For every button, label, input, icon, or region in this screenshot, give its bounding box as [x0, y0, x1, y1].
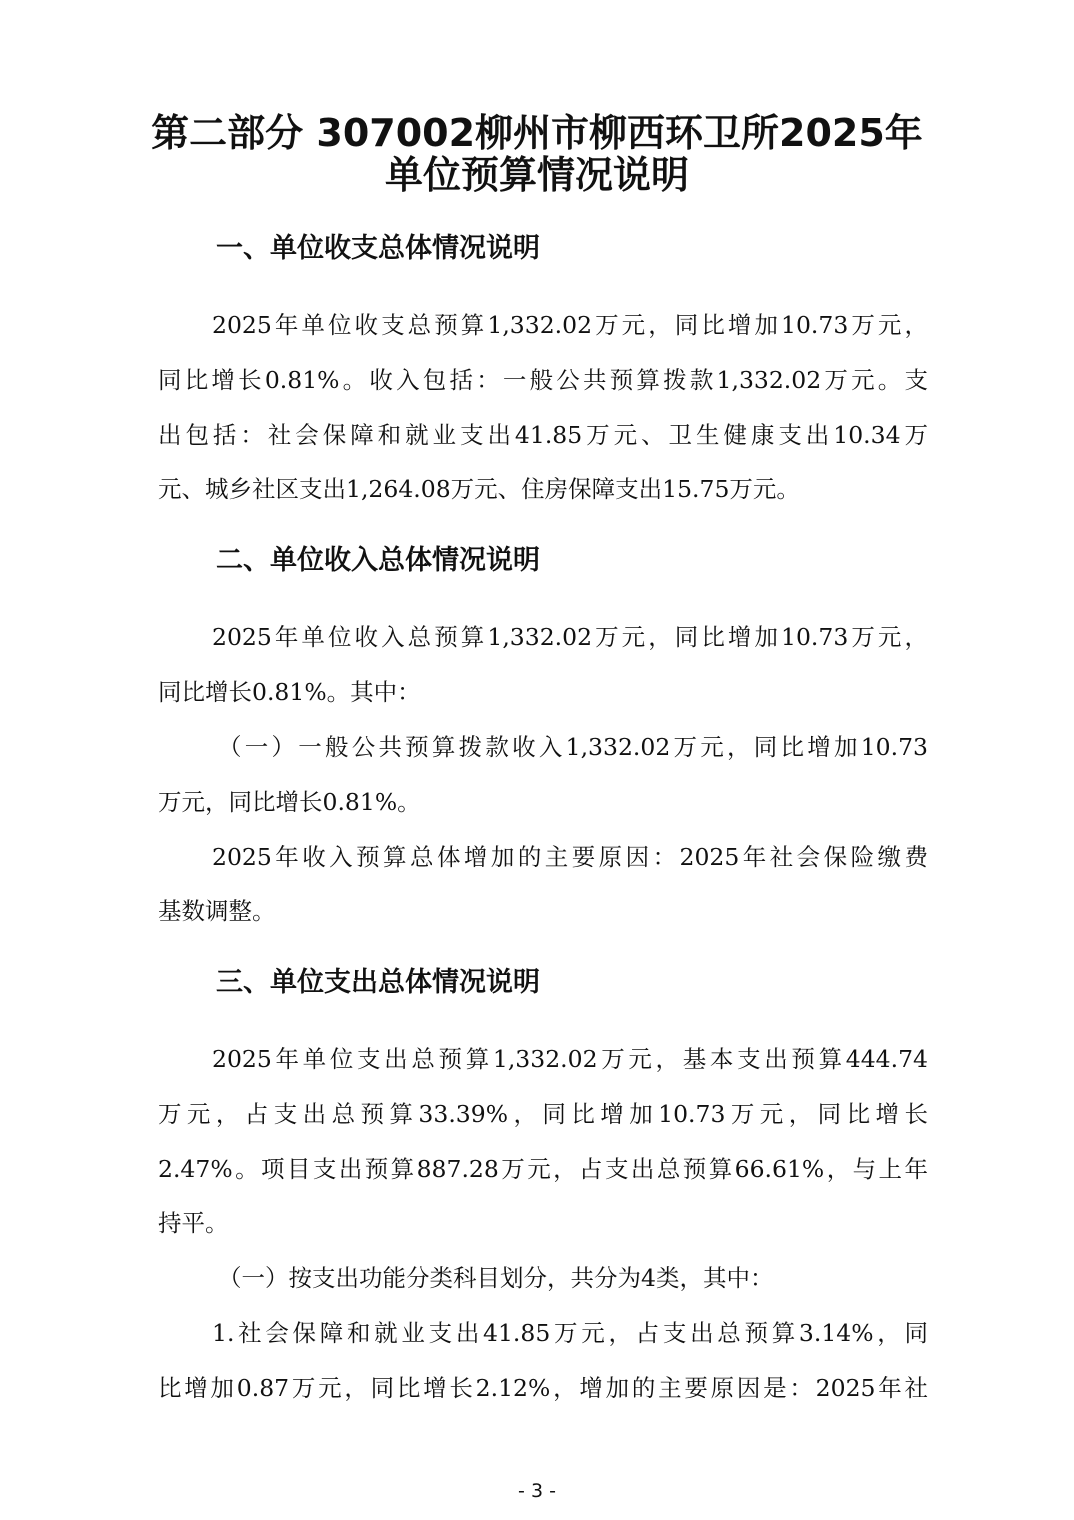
section-3-item-line: 比增加0.87万元，同比增长2.12%，增加的主要原因是：2025年社 [158, 1374, 928, 1402]
section-1-heading: 一、单位收支总体情况说明 [216, 233, 540, 264]
section-2-paragraph-line: 2025年单位收入总预算1,332.02万元，同比增加10.73万元， [212, 623, 928, 651]
section-2-reason-line: 2025年收入预算总体增加的主要原因：2025年社会保险缴费 [212, 843, 928, 871]
section-1-paragraph-line: 同比增长0.81%。收入包括：一般公共预算拨款1,332.02万元。支 [158, 366, 928, 394]
section-2-reason-line: 基数调整。 [158, 897, 276, 925]
section-2-subitem-line: 万元，同比增长0.81%。 [158, 788, 421, 816]
section-1-paragraph-line: 元、城乡社区支出1,264.08万元、住房保障支出15.75万元。 [158, 475, 800, 503]
section-2-heading: 二、单位收入总体情况说明 [216, 545, 540, 576]
section-3-paragraph-line: 万元，占支出总预算33.39%，同比增加10.73万元，同比增长 [158, 1100, 928, 1128]
section-3-subheading: （一）按支出功能分类科目划分，共分为4类，其中： [218, 1264, 774, 1292]
section-1-paragraph-line: 2025年单位收支总预算1,332.02万元，同比增加10.73万元， [212, 311, 928, 339]
section-2-subitem-line: （一）一般公共预算拨款收入1,332.02万元，同比增加10.73 [218, 733, 928, 761]
document-title-line-1: 第二部分 307002柳州市柳西环卫所2025年 [151, 111, 923, 155]
document-title-line-2: 单位预算情况说明 [384, 153, 689, 197]
page-number: - 3 - [518, 1480, 556, 1502]
section-3-heading: 三、单位支出总体情况说明 [216, 967, 540, 998]
section-3-item-line: 1.社会保障和就业支出41.85万元，占支出总预算3.14%，同 [212, 1319, 928, 1347]
section-3-paragraph-line: 2025年单位支出总预算1,332.02万元，基本支出预算444.74 [212, 1045, 928, 1073]
section-3-paragraph-line: 2.47%。项目支出预算887.28万元，占支出总预算66.61%，与上年 [158, 1155, 928, 1183]
section-3-paragraph-line: 持平。 [158, 1209, 229, 1237]
section-1-paragraph-line: 出包括：社会保障和就业支出41.85万元、卫生健康支出10.34万 [158, 421, 928, 449]
section-2-paragraph-line: 同比增长0.81%。其中： [158, 678, 421, 706]
